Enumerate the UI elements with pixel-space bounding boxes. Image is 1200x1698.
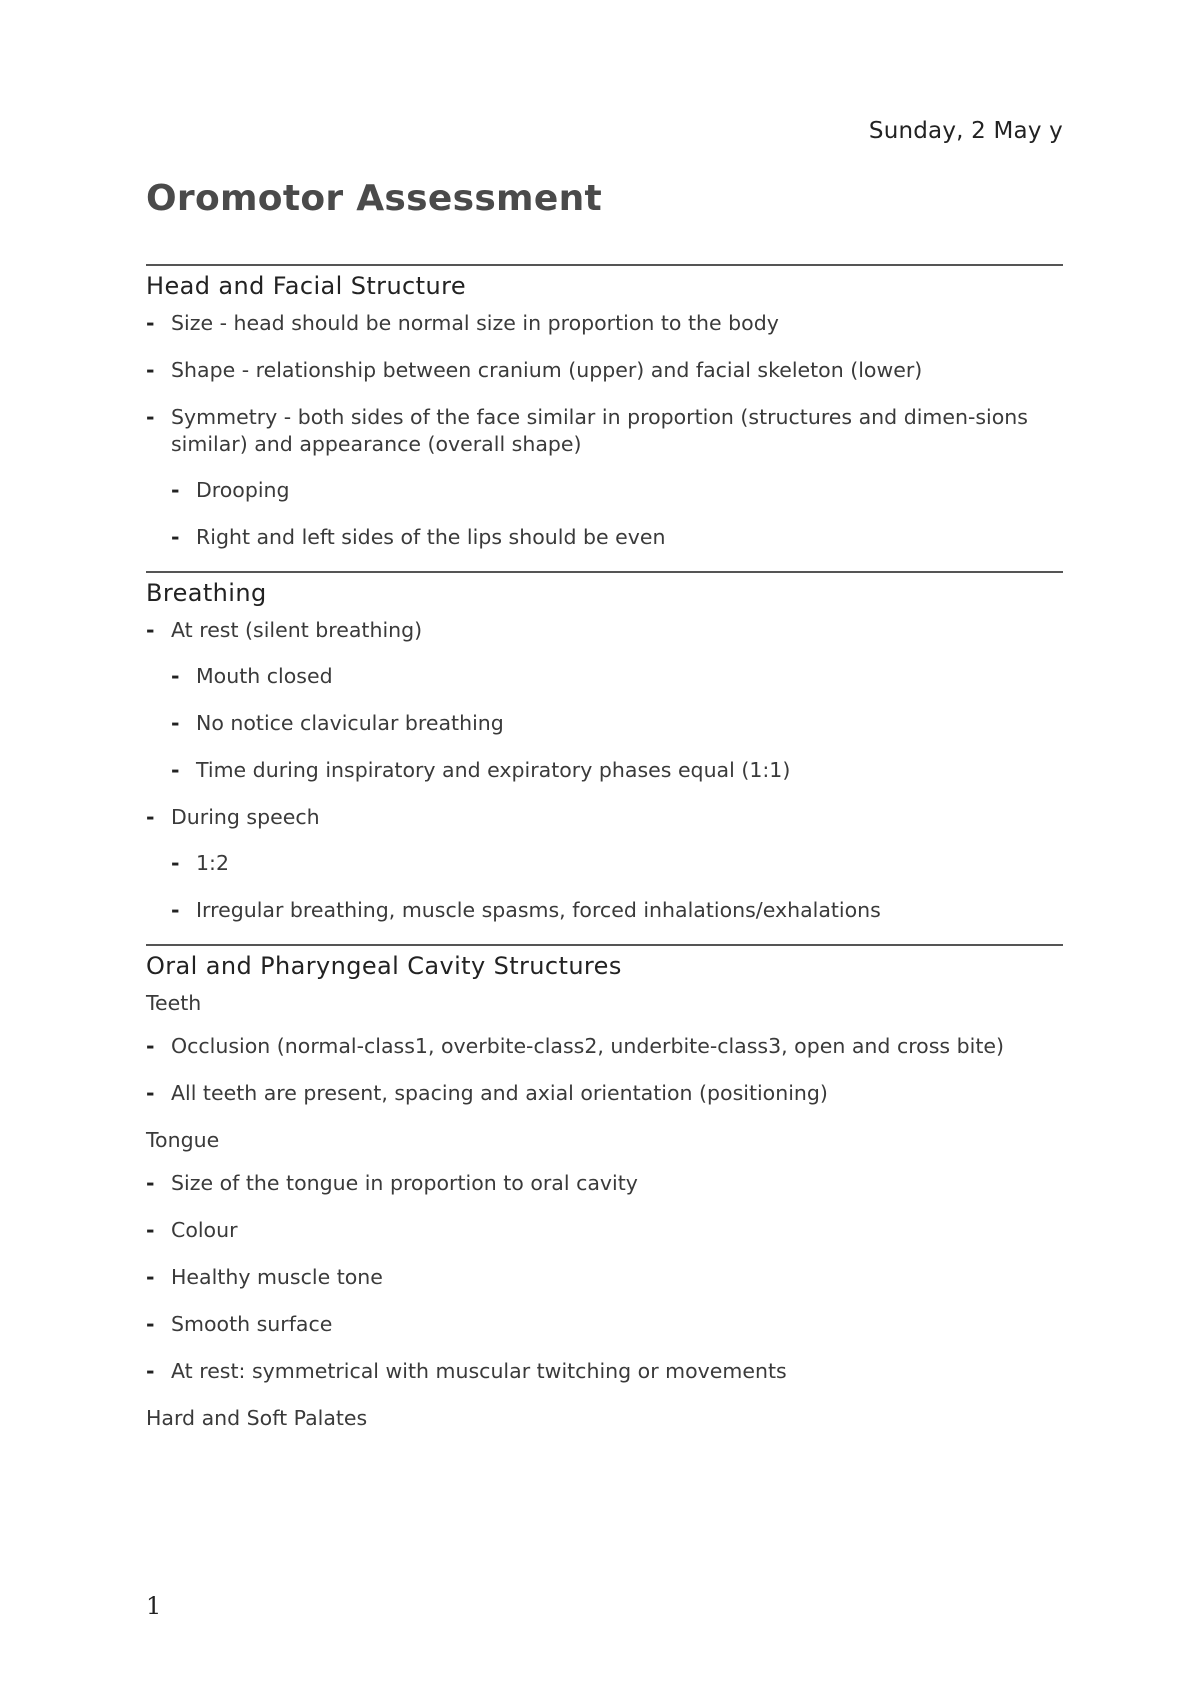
list-item-text: Symmetry - both sides of the face similar in proportion (structures and dimen-sions similar) and appearance (overall shape) (171, 405, 1028, 456)
list-item-text: All teeth are present, spacing and axial orientation (positioning) (171, 1081, 828, 1105)
subheading-teeth: Teeth (146, 991, 202, 1015)
list-item-text: At rest: symmetrical with muscular twitching or movements (171, 1359, 787, 1383)
page-number: 1 (146, 1592, 162, 1620)
list-item (146, 1217, 1063, 1244)
subheading-palates: Hard and Soft Palates (146, 1406, 368, 1430)
list-item (146, 1311, 1063, 1338)
section-head-facial-structure (146, 264, 1063, 551)
section-oral-pharyngeal (146, 944, 1063, 1432)
bullet-list (146, 310, 1063, 551)
list-item-text: Size - head should be normal size in proportion to the body (171, 311, 779, 335)
bullet-dash: - (146, 1312, 155, 1336)
bullet-dash: - (146, 311, 155, 335)
sub-list-item-text: Mouth closed (196, 664, 333, 688)
bullet-dash: - (146, 1218, 155, 1242)
bullet-dash: - (171, 711, 180, 735)
sub-list-item-text: Irregular breathing, muscle spasms, forced inhalations/exhalations (196, 898, 881, 922)
list-item-text: Colour (171, 1218, 238, 1242)
sub-list-item (171, 757, 1063, 784)
sub-list-item (171, 524, 1063, 551)
bullet-dash: - (171, 898, 180, 922)
bullet-dash: - (146, 1034, 155, 1058)
list-item (146, 310, 1063, 337)
date-header: Sunday, 2 May y (868, 118, 1063, 144)
bullet-dash: - (146, 1081, 155, 1105)
section-breathing (146, 571, 1063, 924)
bullet-dash: - (146, 358, 155, 382)
bullet-dash: - (146, 1171, 155, 1195)
sub-bullet-list (171, 663, 1063, 784)
bullet-dash: - (171, 758, 180, 782)
bullet-dash: - (146, 1265, 155, 1289)
list-item (146, 1033, 1063, 1060)
sub-list-item (171, 477, 1063, 504)
sub-list-item (171, 897, 1063, 924)
list-item (146, 804, 1063, 924)
list-item (146, 1264, 1063, 1291)
list-item (146, 1170, 1063, 1197)
list-item-text: Shape - relationship between cranium (upper) and facial skeleton (lower) (171, 358, 923, 382)
bullet-dash: - (146, 405, 155, 429)
bullet-list (146, 1170, 1063, 1385)
document-title: Oromotor Assessment (146, 178, 603, 219)
list-item-text: Size of the tongue in proportion to oral cavity (171, 1171, 638, 1195)
bullet-list (146, 1033, 1063, 1107)
subheading-tongue: Tongue (146, 1128, 220, 1152)
section-heading: Head and Facial Structure (146, 272, 466, 300)
section-heading: Oral and Pharyngeal Cavity Structures (146, 952, 622, 980)
sub-bullet-list (171, 850, 1063, 924)
list-item (146, 357, 1063, 384)
bullet-dash: - (146, 1359, 155, 1383)
bullet-dash: - (146, 618, 155, 642)
sub-bullet-list (171, 477, 1063, 551)
list-item (146, 1358, 1063, 1385)
sub-list-item-text: Drooping (196, 478, 290, 502)
sub-list-item-text: 1:2 (196, 851, 229, 875)
bullet-dash: - (171, 478, 180, 502)
list-item-text: Healthy muscle tone (171, 1265, 383, 1289)
list-item-text: During speech (171, 805, 320, 829)
list-item (146, 404, 1063, 551)
document-body (146, 264, 1063, 1448)
list-item-text: Occlusion (normal-class1, overbite-class2, underbite-class3, open and cross bite) (171, 1034, 1004, 1058)
list-item-text: At rest (silent breathing) (171, 618, 423, 642)
bullet-dash: - (171, 664, 180, 688)
bullet-dash: - (146, 805, 155, 829)
sub-list-item-text: Right and left sides of the lips should be even (196, 525, 666, 549)
sub-list-item (171, 663, 1063, 690)
sub-list-item (171, 710, 1063, 737)
section-heading: Breathing (146, 579, 267, 607)
bullet-dash: - (171, 851, 180, 875)
sub-list-item-text: No notice clavicular breathing (196, 711, 504, 735)
list-item-text: Smooth surface (171, 1312, 333, 1336)
list-item (146, 617, 1063, 784)
bullet-dash: - (171, 525, 180, 549)
bullet-list (146, 617, 1063, 924)
list-item (146, 1080, 1063, 1107)
sub-list-item-text: Time during inspiratory and expiratory phases equal (1:1) (196, 758, 791, 782)
sub-list-item (171, 850, 1063, 877)
